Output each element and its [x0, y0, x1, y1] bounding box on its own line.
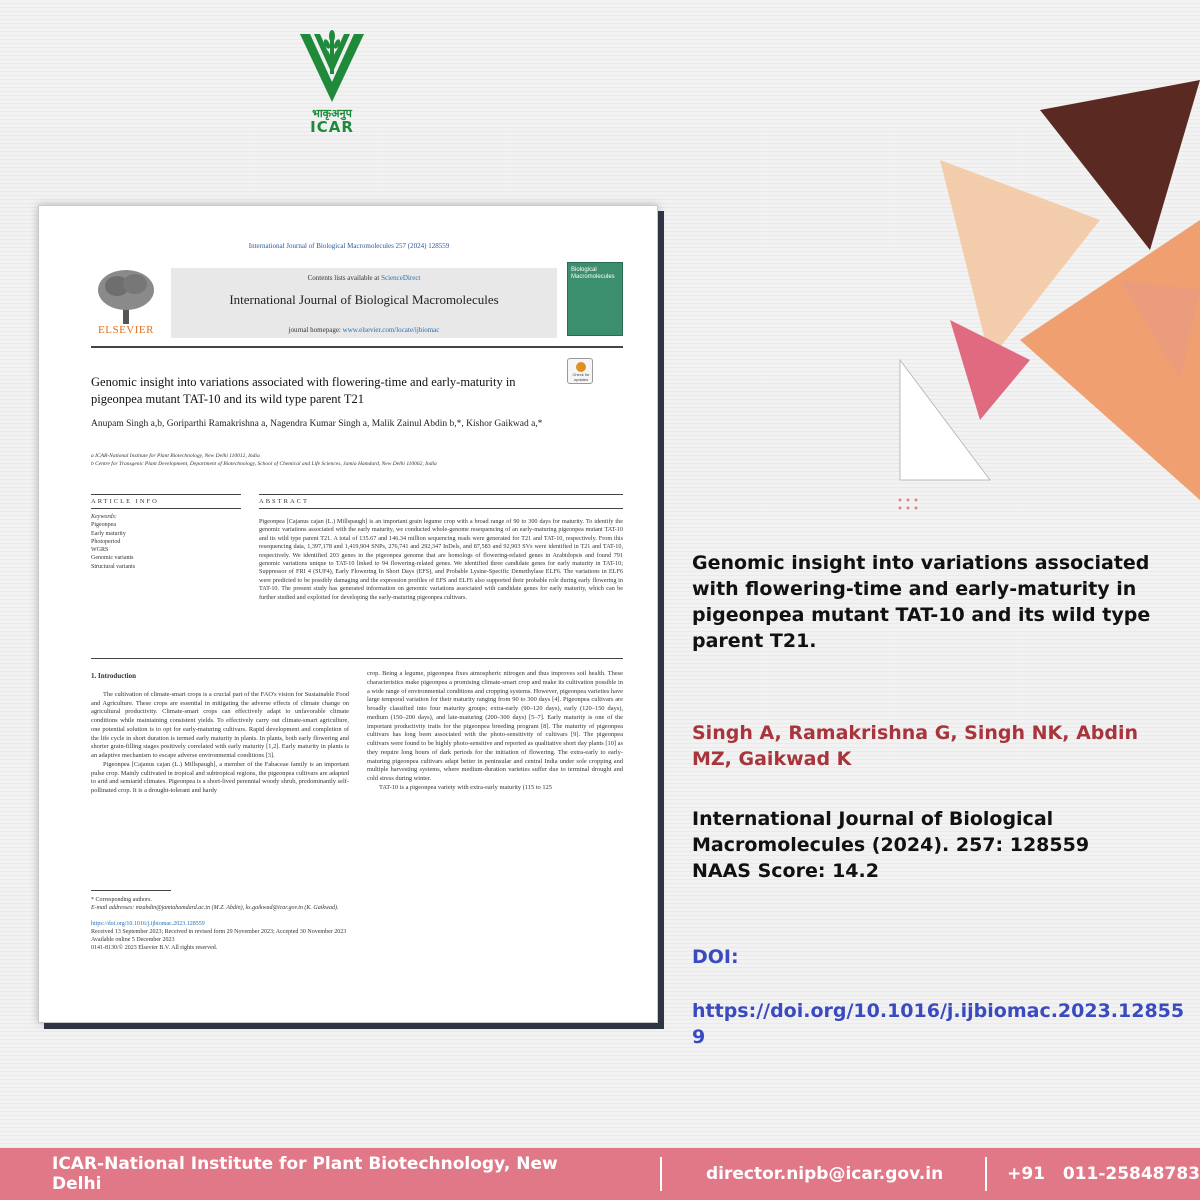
icar-logo — [292, 28, 372, 136]
article-info-rule-2 — [91, 508, 241, 509]
intro-right-column — [367, 670, 623, 793]
keywords-label: Keywords: — [91, 514, 117, 520]
intro-left-column — [91, 672, 349, 796]
footer-bar — [0, 1148, 1200, 1200]
affiliation-b: b Centre for Transgenic Plant Development, Department of Biotechnology, School of Chemical and Life Sciences, Jamia Hamdard, New Delhi 110062, India — [91, 461, 437, 467]
journal-cover — [567, 262, 623, 336]
intro-heading: 1. Introduction — [91, 672, 136, 680]
footer-phone[interactable]: +91 011-25848783 — [1007, 1164, 1200, 1184]
summary-naas-score: NAAS Score: 14.2 — [692, 860, 879, 882]
footnotes — [91, 896, 623, 952]
keyword: Early maturity — [91, 530, 126, 537]
keyword: Photoperiod — [91, 538, 121, 545]
summary-journal — [692, 806, 1172, 884]
summary-title: Genomic insight into variations associated with flowering-time and early-maturity in pigeonpea mutant TAT-10 and its wild type parent T21. — [692, 552, 1151, 652]
keyword: WGRS — [91, 547, 109, 554]
keywords-block — [91, 513, 241, 571]
summary-authors: Singh A, Ramakrishna G, Singh NK, Abdin MZ, Gaikwad K — [692, 722, 1139, 770]
contents-prefix: Contents lists available at — [307, 274, 382, 282]
article-info-rule — [91, 494, 241, 495]
article-info-heading: ARTICLE INFO — [91, 498, 159, 505]
intro-paragraph: The cultivation of climate-smart crops is a crucial part of the FAO's vision for Sustainable Food and Agriculture. These crops are essential in mitigating the adverse effects of climate change on agricultural productivity. Climate-smart crops can effectively adapt to unfavorable climate conditions while maintaining consistent yields. To effectively carry out climate-smart agriculture, one potential solution is to opt for early-maturing cultivars. Rapid development and completion of the life cycle in short duration is termed early maturity in plants. In plants, both early flowering and shorter grain-filling stages positively correlated with early maturity [1,2]. Early maturity in plants is an adaptive mechanism to escape adverse environmental conditions [3]. — [91, 690, 349, 759]
abstract-rule-2 — [259, 508, 623, 509]
abstract-text: Pigeonpea [Cajanus cajan (L.) Millspaugh] is an important grain legume crop with a broad range of 90 to 300 days for maturity. To identify the genomic variations associated with the early maturity, we conducted whole-genome resequencing of an early-maturing pigeonpea mutant TAT-10 and its wild type parent T21. A total of 135.67 and 146.34 million sequencing reads were generated for T21 and TAT-10, respectively. From this resequencing data, 1,397,178 and 1,419,904 SNPs, 276,741 and 292,347 InDels, and 87,583 and 92,903 SVs were identified in T21 and TAT-10, respectively. We identified 203 genes in the pigeonpea genome that are homologs of flowering-related genes in Arabidopsis and found 791 genomic variations unique to TAT-10 linked to 94 flowering-related genes. We identified three candidate genes for early maturity in TAT-10; Suppressor of FRI 4 (SUF4), Early Flowering In Short Days (EFS), and Probable Lysine-Specific Demethylase ELF6. The variations in ELF6 were predicted to be possibly damaging and the expression profiles of EFS and ELF6 also supported their probable role during early flowering in TAT-10. The present study has generated information on genomic variations associated with candidate genes for early maturity, which can be further studied and exploited for developing the early-maturing pigeonpea cultivars. — [259, 518, 623, 601]
logo-icar-text: ICAR — [310, 118, 354, 136]
summary-doi-link[interactable]: https://doi.org/10.1016/j.ijbiomac.2023.128559 — [692, 1000, 1185, 1048]
footer-divider — [660, 1157, 662, 1191]
paper-doi-link[interactable]: https://doi.org/10.1016/j.ijbiomac.2023.128559 — [91, 921, 205, 927]
abstract-heading: ABSTRACT — [259, 498, 309, 505]
paper-journal-line: International Journal of Biological Macromolecules 257 (2024) 128559 — [248, 242, 450, 250]
cover-title: Biological Macromolecules — [571, 267, 615, 280]
journal-title: International Journal of Biological Macromolecules — [229, 292, 499, 307]
intro-paragraph: crop. Being a legume, pigeonpea fixes atmospheric nitrogen and thus improves soil health. These characteristics make pigeonpea a promising climate-smart crop and make its cultivation possible in a wide range of environmental conditions and cropping systems. However, pigeonpea varieties have large temporal variation for their maturity ranging from 90 to 300 days [4]. Pigeonpea cultivars are broadly classified into four maturity groups; extra-early (90–120 days), early (120–150 days), medium (150–200 days), and late-maturing (200–300 days) [5–7]. Early maturity is one of the important productivity traits for the pigeonpea breeding program [8]. The maturity of pigeonpea cultivars has long been associated with the photo-sensitivity of cultivars [9]. The pigeonpea cultivars were found to be highly photo-sensitive and reported as qualitative short day plants [10] as they require long hours of dark periods for the initiation of flowering. The extra-early to early-maturing pigeonpea cultivars adapt better in peninsular and central India under sole cropping and multiple harvesting systems, where medium-duration varieties suffer due to terminal drought and cold stress during winter. — [367, 670, 623, 782]
summary-journal-citation: International Journal of Biological Macromolecules (2024). 257: 128559 — [692, 808, 1090, 856]
footer-institute: ICAR-National Institute for Plant Biotechnology, New Delhi — [52, 1154, 558, 1194]
affiliation-a: a ICAR-National Institute for Plant Biotechnology, New Delhi 110012, India — [91, 453, 260, 459]
journal-homepage — [171, 326, 557, 334]
logo-hindi-text: भाकृअनुप — [312, 107, 352, 120]
abstract-rule — [259, 494, 623, 495]
keyword: Pigeonpea — [91, 522, 116, 529]
elsevier-tree-icon — [91, 268, 161, 326]
body-rule — [91, 658, 623, 659]
paper-first-page — [38, 205, 658, 1023]
intro-paragraph: TAT-10 is a pigeonpea variety with extra-early maturity (115 to 125 — [379, 783, 552, 791]
footer-email[interactable]: director.nipb@icar.gov.in — [705, 1164, 944, 1184]
received-dates: Received 13 September 2023; Received in revised form 29 November 2023; Accepted 30 November 2023 — [91, 929, 347, 935]
footer-divider — [985, 1157, 987, 1191]
publisher-label: ELSEVIER — [98, 324, 154, 336]
decorative-triangles — [880, 60, 1200, 540]
affiliations — [91, 452, 623, 468]
keyword: Structural variants — [91, 563, 136, 570]
sciencedirect-link[interactable]: ScienceDirect — [381, 274, 421, 282]
intro-paragraph: Pigeonpea [Cajanus cajan (L.) Millspaugh], a member of the Fabaceae family is an important pulse crop. Mainly cultivated in tropical and subtropical regions, the pigeonpea cultivars are adapted to arid and semiarid climates. Pigeonpea is a short-lived perennial woody shrub, predominantly self-pollinated crop. It is a drought-tolerant and hardy — [91, 760, 349, 794]
summary-doi-label: DOI: — [692, 946, 739, 968]
header-rule — [91, 346, 623, 348]
corresponding-note: * Corresponding authors. — [91, 897, 152, 903]
copyright: 0141-8130/© 2023 Elsevier B.V. All rights reserved. — [91, 945, 218, 951]
homepage-link[interactable]: www.elsevier.com/locate/ijbiomac — [342, 326, 440, 334]
check-for-updates-badge[interactable] — [567, 358, 593, 384]
article-title: Genomic insight into variations associated with flowering-time and early-maturity in pigeonpea mutant TAT-10 and its wild type parent T21 — [91, 375, 516, 406]
article-authors: Anupam Singh a,b, Goriparthi Ramakrishna a, Nagendra Kumar Singh a, Malik Zainul Abdin b,*, Kishor Gaikwad a,* — [91, 419, 543, 429]
footnote-rule — [91, 890, 171, 891]
wheat-emblem-icon — [292, 28, 372, 106]
contents-line — [171, 274, 557, 282]
check-updates-label: Check for updates — [572, 372, 590, 382]
homepage-prefix: journal homepage: — [288, 326, 343, 334]
email-addresses: E-mail addresses: mzabdin@jamiahamdard.ac.in (M.Z. Abdin), ks.gaikwad@icar.gov.in (K. Gaikwad). — [91, 905, 339, 911]
keyword: Genomic variants — [91, 555, 134, 562]
journal-header-box — [171, 268, 557, 338]
check-updates-icon — [576, 362, 586, 372]
available-online: Available online 5 December 2023 — [91, 937, 175, 943]
